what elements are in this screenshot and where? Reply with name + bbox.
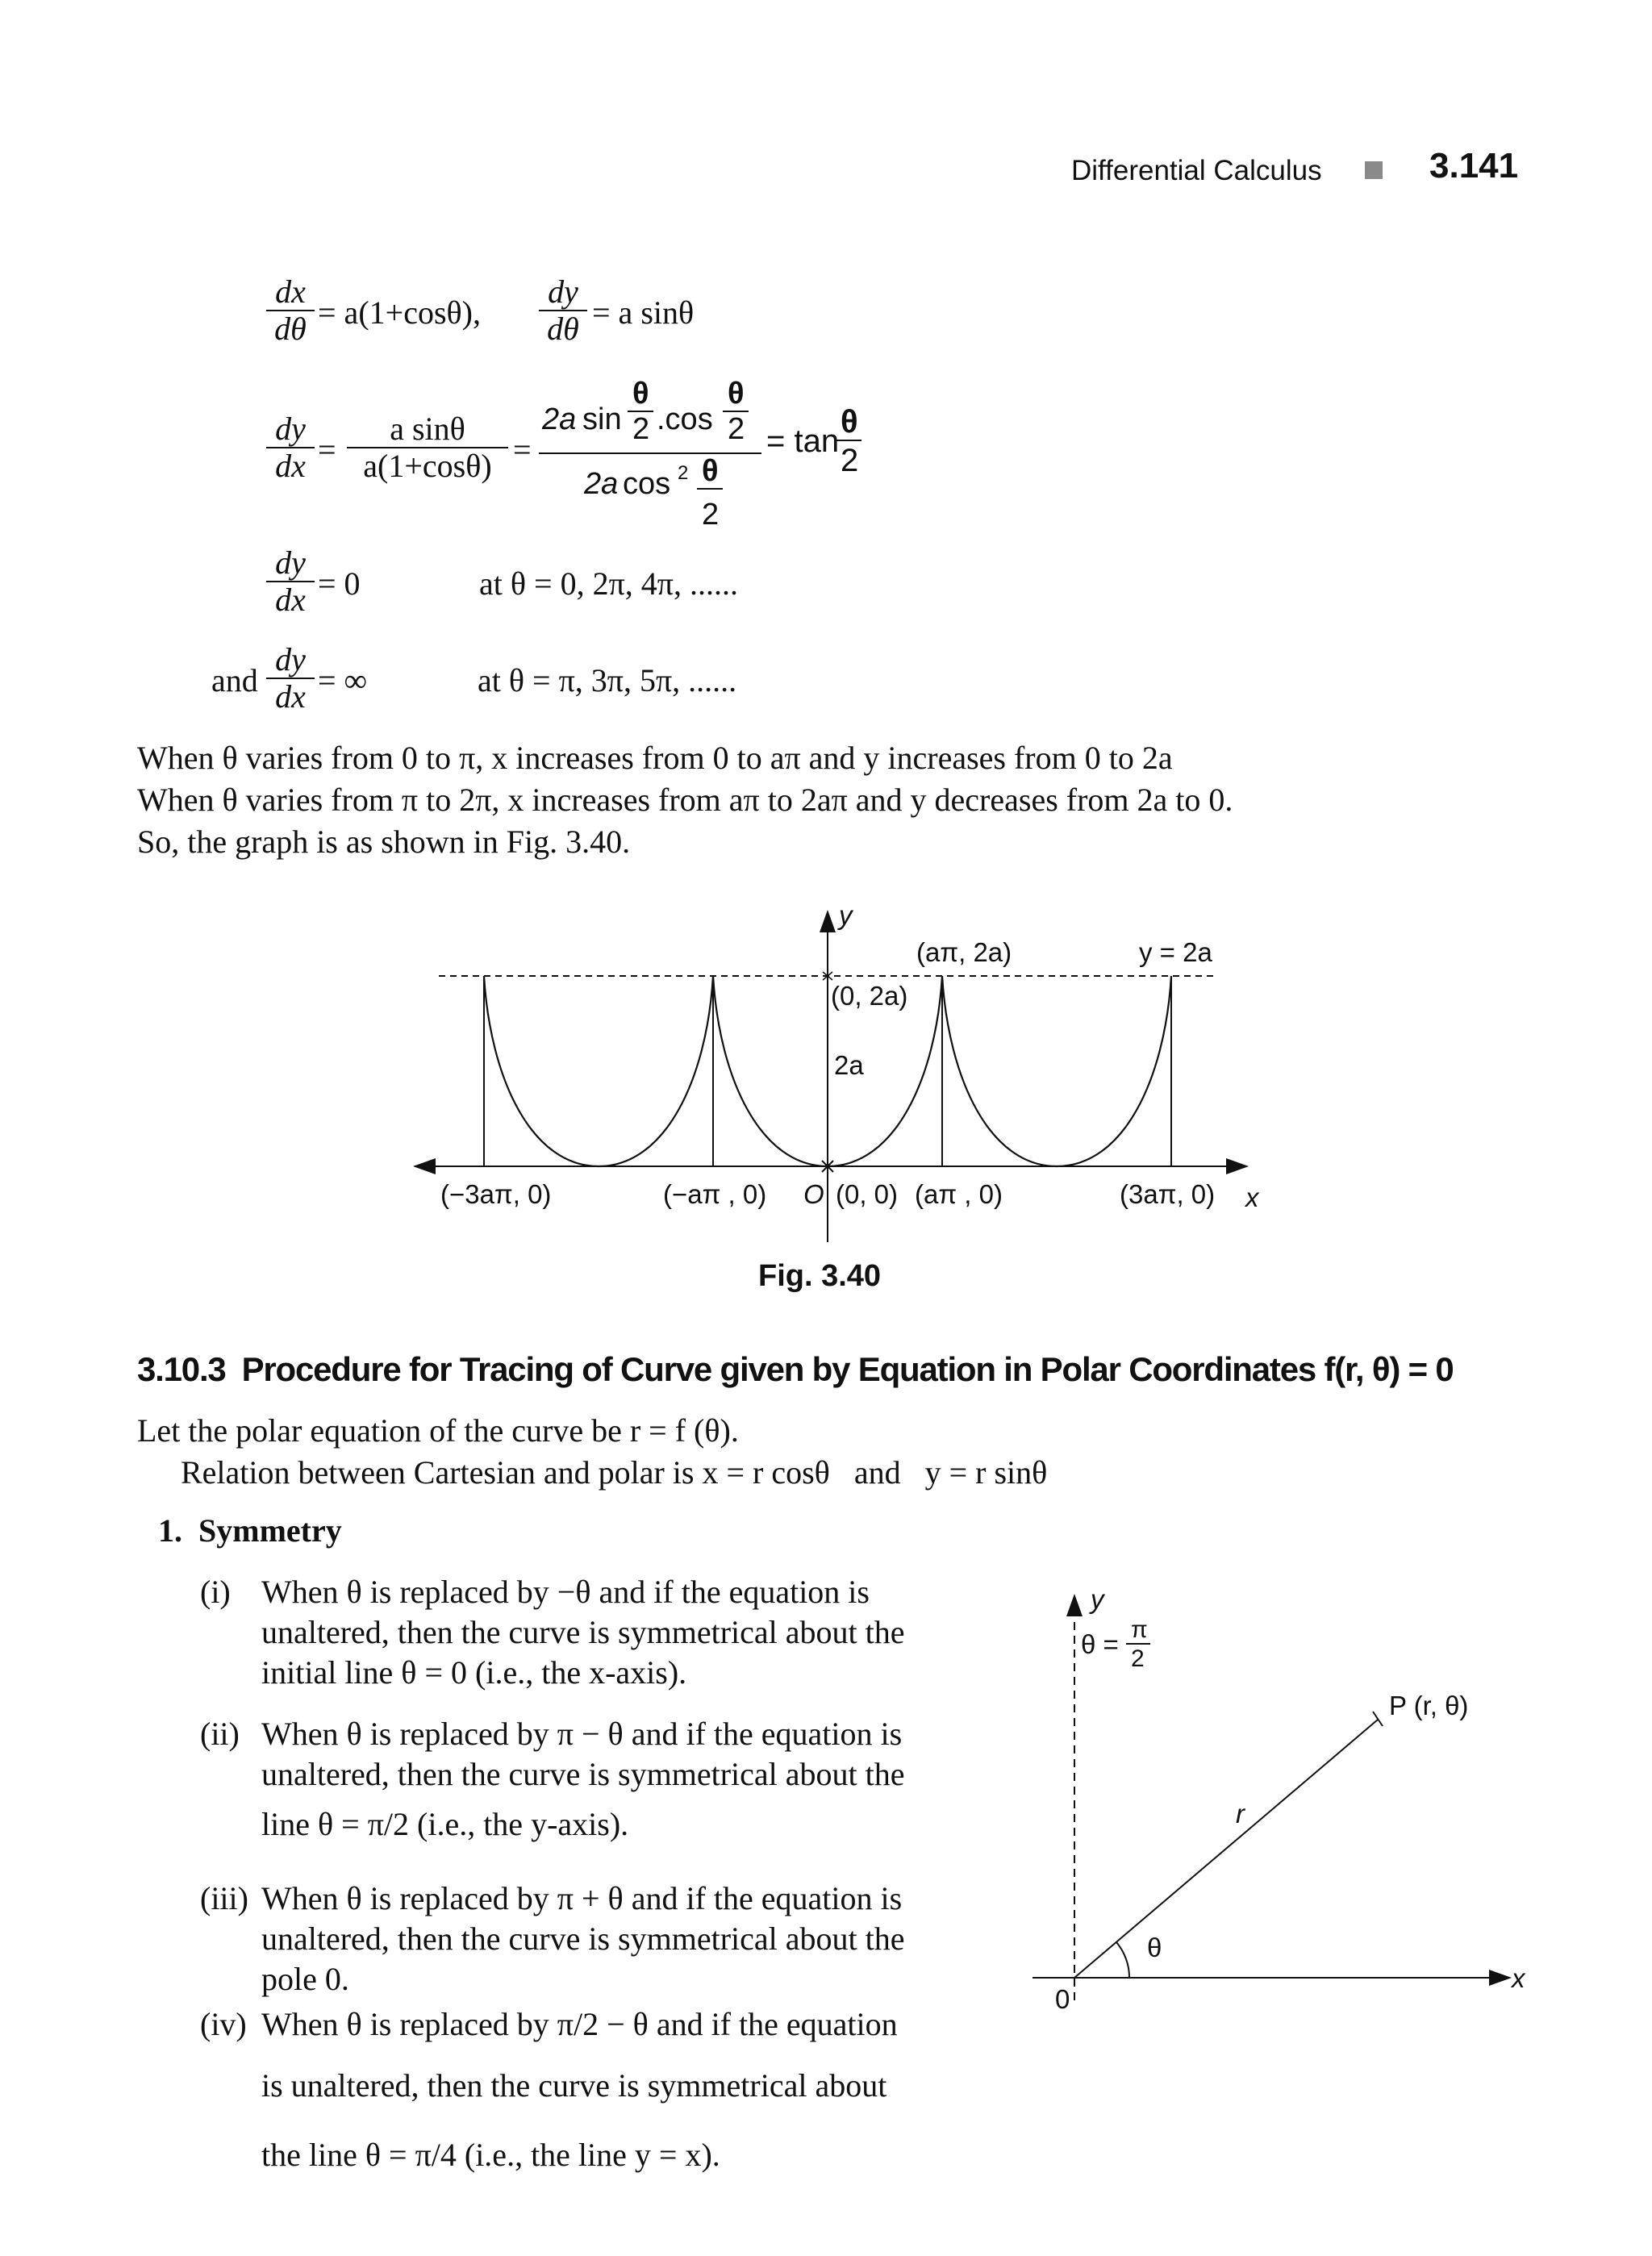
- frac-dx-dtheta: $\frac{dx}{d\theta}$: [266, 274, 315, 347]
- item-i-line-1: When θ is replaced by −θ and if the equation is: [261, 1574, 870, 1610]
- eq4-prefix: and: [211, 662, 258, 698]
- polar-angle-arc: [1116, 1942, 1129, 1978]
- polar-label-origin: 0: [1055, 1984, 1070, 2014]
- label-x-p1: (aπ , 0): [915, 1179, 1003, 1209]
- eq2-equals-2: =: [513, 432, 532, 468]
- svg-text:= tan: = tan: [766, 423, 840, 459]
- frac-dy-dx: $\frac{dy}{dx}$: [266, 411, 315, 484]
- frac-dy-dx-inf: $\frac{dy}{dx}$: [266, 642, 315, 715]
- label-x-0: (0, 0): [836, 1179, 899, 1209]
- eq3-rhs: = 0: [318, 565, 361, 602]
- svg-text:θ: θ: [841, 405, 858, 440]
- item-iv-line-2: is unaltered, then the curve is symmetrical about: [261, 2067, 887, 2104]
- frac-half-angle: [536, 365, 770, 542]
- page-number: 3.141: [1429, 146, 1519, 186]
- polar-radius-line: [1074, 1720, 1378, 1978]
- label-top-line: y = 2a: [1139, 937, 1212, 967]
- body-line-1: When θ varies from 0 to π, x increases from 0 to aπ and y increases from 0 to 2a: [137, 740, 1173, 776]
- figure-caption: Fig. 3.40: [758, 1259, 882, 1293]
- label-top-point: (aπ, 2a): [916, 937, 1012, 967]
- eq2-equals-1: =: [318, 432, 336, 468]
- label-x-p3: (3aπ, 0): [1120, 1179, 1216, 1209]
- section-intro-2: Relation between Cartesian and polar is x = r cosθ and y = r sinθ: [181, 1454, 1048, 1491]
- label-y-axis: y: [839, 900, 853, 930]
- polar-label-pi: π: [1131, 1616, 1148, 1643]
- item-ii-label: (ii): [200, 1716, 240, 1752]
- symmetry-heading: 1. Symmetry: [158, 1512, 342, 1549]
- polar-label-two: 2: [1131, 1645, 1145, 1672]
- eq1-left-rhs: = a(1+cosθ),: [318, 294, 481, 331]
- polar-diagram: [1024, 1581, 1557, 2016]
- frac-dy-dtheta: $\frac{dy}{d\theta}$: [539, 274, 587, 347]
- eq4-condition: at θ = π, 3π, 5π, ......: [478, 662, 737, 698]
- label-y-intercept: (0, 2a): [831, 981, 908, 1011]
- section-title: Procedure for Tracing of Curve given by Equation in Polar Coordinates f(r, θ) = 0: [241, 1350, 1454, 1388]
- svg-text:.cos: .cos: [657, 402, 713, 436]
- svg-text:2: 2: [702, 498, 720, 532]
- label-height: 2a: [834, 1050, 864, 1080]
- item-ii-line-3: line θ = π/2 (i.e., the y-axis).: [261, 1806, 629, 1842]
- running-title: Differential Calculus: [1071, 155, 1322, 186]
- svg-text:2a: 2a: [584, 467, 619, 501]
- item-iii-label: (iii): [200, 1880, 248, 1916]
- header-square-icon: [1365, 161, 1383, 179]
- section-intro-1: Let the polar equation of the curve be r = f (θ).: [137, 1412, 739, 1449]
- section-heading: [137, 1347, 1454, 1392]
- svg-text:2: 2: [728, 412, 745, 446]
- eq3-condition: at θ = 0, 2π, 4π, ......: [479, 565, 738, 602]
- eq1-right-rhs: = a sinθ: [592, 294, 695, 331]
- svg-text:2: 2: [632, 412, 650, 446]
- polar-label-y: y: [1091, 1584, 1104, 1614]
- item-ii-line-1: When θ is replaced by π − θ and if the equation is: [261, 1716, 903, 1752]
- figure-3-40: [403, 895, 1291, 1266]
- label-x-m1: (−aπ , 0): [663, 1179, 767, 1209]
- body-line-2: When θ varies from π to 2π, x increases from aπ to 2aπ and y decreases from 2a to 0.: [137, 782, 1233, 818]
- svg-text:θ: θ: [632, 377, 649, 411]
- label-x-axis: x: [1245, 1182, 1259, 1212]
- item-i-label: (i): [200, 1574, 231, 1610]
- item-iii-line-1: When θ is replaced by π + θ and if the equation is: [261, 1880, 903, 1916]
- svg-text:θ: θ: [728, 377, 745, 411]
- section-number: 3.10.3: [137, 1350, 226, 1388]
- item-i-line-2: unaltered, then the curve is symmetrical about the: [261, 1614, 905, 1650]
- item-iv-line-3: the line θ = π/4 (i.e., the line y = x).: [261, 2137, 720, 2173]
- item-i-line-3: initial line θ = 0 (i.e., the x-axis).: [261, 1654, 687, 1691]
- svg-text:2: 2: [678, 462, 689, 484]
- item-iii-line-3: pole 0.: [261, 1961, 349, 1997]
- svg-text:2a: 2a: [542, 402, 577, 436]
- label-origin: O: [803, 1179, 824, 1209]
- polar-label-r: r: [1236, 1799, 1245, 1829]
- polar-label-theta-eq: θ =: [1081, 1629, 1119, 1659]
- polar-label-x: x: [1512, 1963, 1525, 1993]
- svg-text:2: 2: [841, 443, 859, 478]
- eq2-result: [766, 405, 863, 486]
- polar-label-angle: θ: [1147, 1933, 1162, 1962]
- frac-asin-over-a1pcos: $\frac{\text{a sinθ}}{a(1+\cos\theta)}$: [347, 411, 508, 484]
- polar-label-point: P (r, θ): [1389, 1691, 1469, 1720]
- frac-dy-dx-zero: $\frac{dy}{dx}$: [266, 545, 315, 618]
- body-line-3: So, the graph is as shown in Fig. 3.40.: [137, 824, 631, 860]
- eq4-rhs: = ∞: [318, 662, 368, 698]
- svg-text:θ: θ: [702, 454, 719, 488]
- label-x-m3: (−3aπ, 0): [440, 1179, 552, 1209]
- item-iii-line-2: unaltered, then the curve is symmetrical about the: [261, 1920, 905, 1957]
- item-iv-label: (iv): [200, 2006, 247, 2042]
- item-ii-line-2: unaltered, then the curve is symmetrical about the: [261, 1756, 905, 1792]
- svg-text:cos: cos: [623, 467, 671, 501]
- svg-text:sin: sin: [582, 402, 622, 436]
- item-iv-line-1: When θ is replaced by π/2 − θ and if the equation: [261, 2006, 898, 2042]
